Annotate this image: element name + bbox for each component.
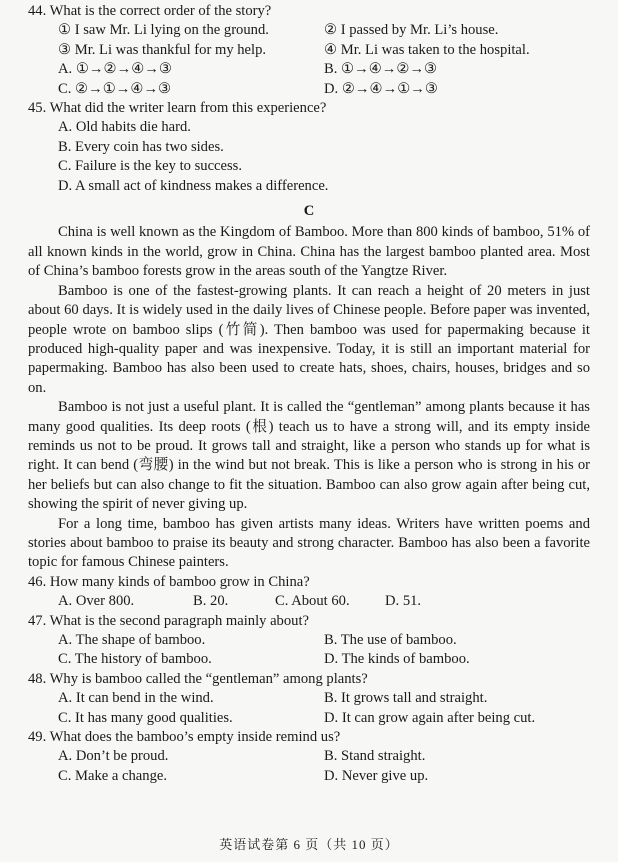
question-46 bbox=[28, 573, 590, 612]
option-a: A. Over 800. bbox=[58, 593, 135, 610]
question-47-options-row-1 bbox=[28, 631, 590, 650]
option-a: A. The shape of bamboo. bbox=[58, 632, 206, 648]
option-c: C. The history of bamboo. bbox=[58, 651, 212, 668]
option-d: D. A small act of kindness makes a difference. bbox=[58, 177, 329, 194]
question-48-options-row-2 bbox=[28, 709, 590, 728]
question-47 bbox=[28, 612, 590, 670]
option-c: C. It has many good qualities. bbox=[58, 709, 233, 726]
passage-paragraph-4: For a long time, bamboo has given artists many ideas. Writers have written poems and stories about bamboo to praise its beauty and strong character. Bamboo has also been a favorite topic for famous Chinese painters. bbox=[28, 515, 590, 571]
question-48-stem: 48. Why is bamboo called the “gentleman” among plants? bbox=[28, 670, 368, 687]
event-3: ③ Mr. Li was thankful for my help. bbox=[58, 41, 267, 58]
option-b: B. Stand straight. bbox=[324, 748, 426, 765]
question-44-events-row-2 bbox=[28, 41, 590, 60]
option-a: A. ①→②→④→③ bbox=[58, 61, 172, 78]
option-d: D. ②→④→①→③ bbox=[324, 80, 438, 97]
question-49 bbox=[28, 728, 590, 786]
passage-paragraph-1: China is well known as the Kingdom of Bamboo. More than 800 kinds of bamboo, 51% of all known kinds in the world, grow in China. China has the largest bamboo planted area. Most of China’s bamboo forests grow in the areas south of the Yangtze River. bbox=[28, 224, 590, 280]
option-d: D. The kinds of bamboo. bbox=[324, 651, 470, 668]
option-b: B. The use of bamboo. bbox=[324, 632, 457, 648]
event-2: ② I passed by Mr. Li’s house. bbox=[324, 22, 499, 39]
option-d: D. Never give up. bbox=[324, 767, 429, 784]
question-49-options-row-2 bbox=[28, 767, 590, 786]
option-a: A. Old habits die hard. bbox=[58, 119, 191, 136]
option-c: C. Failure is the key to success. bbox=[58, 158, 243, 175]
question-46-options bbox=[28, 592, 590, 611]
option-d: D. 51. bbox=[385, 593, 422, 610]
question-49-stem: 49. What does the bamboo’s empty inside remind us? bbox=[28, 729, 341, 746]
option-a: A. Don’t be proud. bbox=[58, 748, 169, 765]
question-44-options-row-2 bbox=[28, 80, 590, 99]
question-46-stem: 46. How many kinds of bamboo grow in China? bbox=[28, 573, 310, 590]
option-c: C. ②→①→④→③ bbox=[58, 80, 172, 97]
passage-paragraph-2: Bamboo is one of the fastest-growing plants. It can reach a height of 20 meters in just about 60 days. It is widely used in the daily lives of Chinese people. Before paper was invented, people wrote on bamboo slips (竹简). Then bamboo was used for papermaking because it produced high-quality paper and was inexpensive. Today, it is still an important material for papermaking. Bamboo has also been used to create hats, shoes, chairs, houses, bridges and so on. bbox=[28, 282, 590, 396]
option-b: B. Every coin has two sides. bbox=[58, 138, 224, 155]
option-c: C. About 60. bbox=[275, 593, 350, 610]
question-44 bbox=[28, 2, 590, 99]
passage-title: C bbox=[303, 203, 315, 220]
question-44-stem: 44. What is the correct order of the story? bbox=[28, 3, 272, 19]
passage-paragraph-3: Bamboo is not just a useful plant. It is called the “gentleman” among plants because it has many good qualities. Its deep roots (根) teach us to have a strong will, and its empty inside reminds us not to be proud. It grows tall and straight, like a person who stands up for what is right. It can bend (弯腰) in the wind but not break. This is like a person who is strong in his or her beliefs but can also change to fit the situation. Bamboo can also grow again after being cut, showing the spirit of never giving up. bbox=[28, 399, 590, 513]
option-b: B. It grows tall and straight. bbox=[324, 690, 488, 707]
question-45 bbox=[28, 99, 590, 196]
page-footer: 英语试卷第 6 页（共 10 页） bbox=[219, 836, 399, 852]
question-44-options-row-1 bbox=[28, 60, 590, 79]
question-45-stem: 45. What did the writer learn from this experience? bbox=[28, 100, 327, 117]
option-a: A. It can bend in the wind. bbox=[58, 690, 214, 707]
option-b: B. ①→④→②→③ bbox=[324, 61, 438, 78]
question-48-options-row-1 bbox=[28, 689, 590, 708]
option-b: B. 20. bbox=[193, 593, 229, 610]
question-48 bbox=[28, 670, 590, 728]
event-4: ④ Mr. Li was taken to the hospital. bbox=[324, 41, 530, 58]
question-44-events-row-1 bbox=[28, 21, 590, 40]
question-47-stem: 47. What is the second paragraph mainly about? bbox=[28, 612, 309, 629]
question-49-options-row-1 bbox=[28, 747, 590, 766]
event-1: ① I saw Mr. Li lying on the ground. bbox=[58, 22, 269, 39]
question-47-options-row-2 bbox=[28, 650, 590, 669]
option-d: D. It can grow again after being cut. bbox=[324, 709, 536, 726]
option-c: C. Make a change. bbox=[58, 767, 168, 784]
reading-passage-c bbox=[28, 202, 590, 573]
